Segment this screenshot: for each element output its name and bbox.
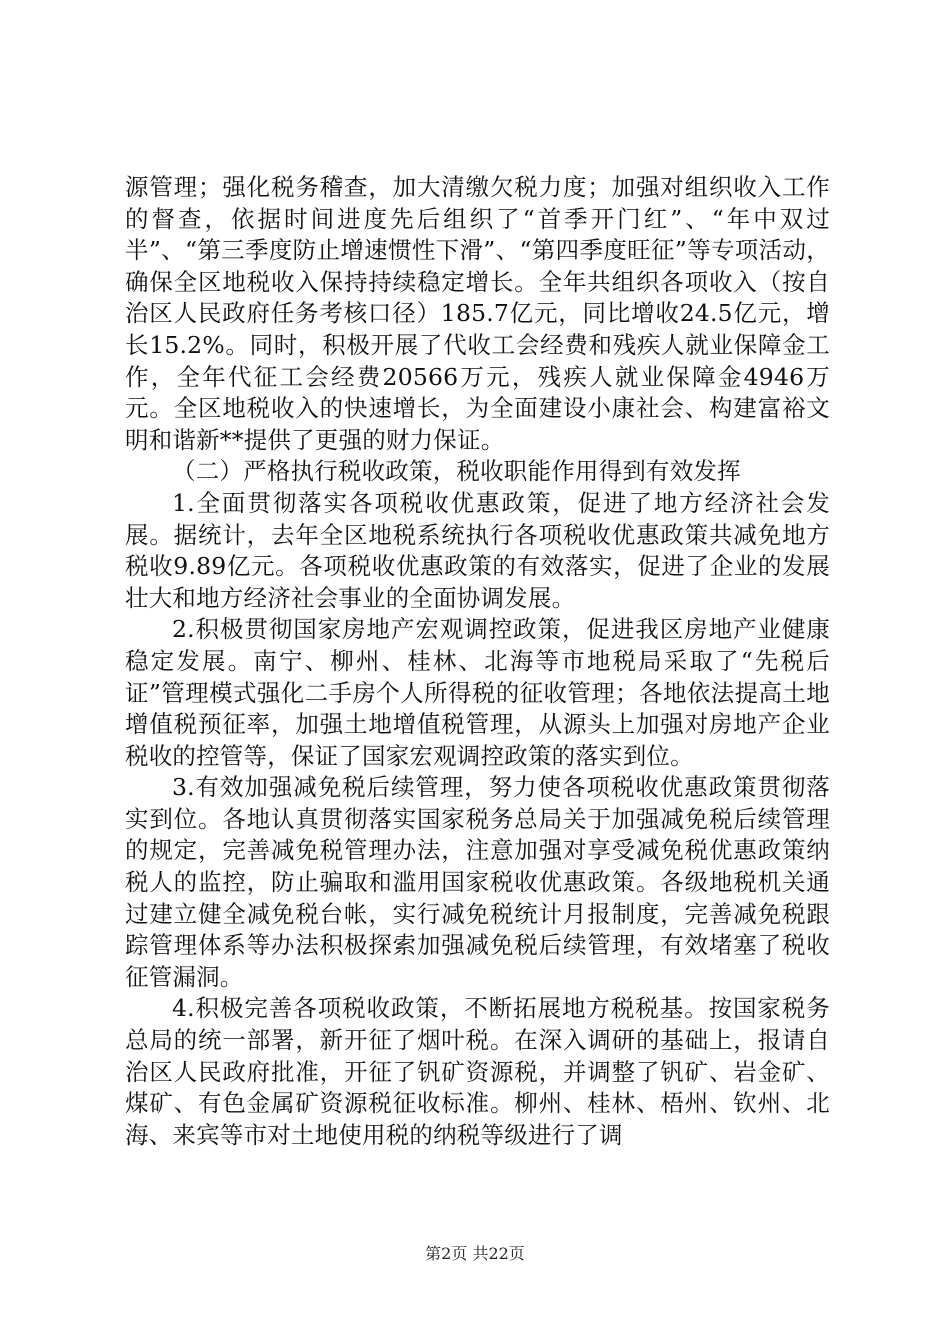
paragraph-item-4: 4.积极完善各项税收政策，不断拓展地方税税基。按国家税务总局的统一部署，新开征了烟叶税。在深入调研的基础上，报请自治区人民政府批准，开征了钒矿资源税，并调整了钒矿、岩金矿、煤矿、有色金属矿资源税征收标准。柳州、桂林、梧州、钦州、北海、来宾等市对土地使用税的纳税等级进行了调 bbox=[125, 994, 830, 1149]
document-body bbox=[125, 172, 830, 1151]
page-footer: 第2页 共22页 bbox=[425, 1244, 525, 1263]
paragraph-revenue-summary: 源管理；强化税务稽查，加大清缴欠税力度；加强对组织收入工作的督查，依据时间进度先后组织了“首季开门红”、“年中双过半”、“第三季度防止增速惯性下滑”、“第四季度旺征”等专项活动，确保全区地税收入保持持续稳定增长。全年共组织各项收入（按自治区人民政府任务考核口径）185.7亿元，同比增收24.5亿元，增长15.2%。同时，积极开展了代收工会经费和残疾人就业保障金工作，全年代征工会经费20566万元，残疾人就业保障金4946万元。全区地税收入的快速增长，为全面建设小康社会、构建富裕文明和谐新**提供了更强的财力保证。 bbox=[125, 173, 830, 454]
paragraph-item-2: 2.积极贯彻国家房地产宏观调控政策，促进我区房地产业健康稳定发展。南宁、柳州、桂林、北海等市地税局采取了“先税后证”管理模式强化二手房个人所得税的征收管理；各地依法提高土地增值税预征率，加强土地增值税管理，从源头上加强对房地产企业税收的控管等，保证了国家宏观调控政策的落实到位。 bbox=[125, 615, 830, 770]
paragraph-item-3: 3.有效加强减免税后续管理，努力使各项税收优惠政策贯彻落实到位。各地认真贯彻落实国家税务总局关于加强减免税后续管理的规定，完善减免税管理办法，注意加强对享受减免税优惠政策纳税人的监控，防止骗取和滥用国家税收优惠政策。各级地税机关通过建立健全减免税台帐，实行减免税统计月报制度，完善减免税跟踪管理体系等办法积极探索加强减免税后续管理，有效堵塞了税收征管漏洞。 bbox=[125, 773, 830, 991]
section-heading: （二）严格执行税收政策，税收职能作用得到有效发挥 bbox=[172, 457, 741, 486]
paragraph-item-1: 1.全面贯彻落实各项税收优惠政策，促进了地方经济社会发展。据统计，去年全区地税系统执行各项税收优惠政策共减免地方税收9.89亿元。各项税收优惠政策的有效落实，促进了企业的发展壮大和地方经济社会事业的全面协调发展。 bbox=[125, 488, 830, 612]
